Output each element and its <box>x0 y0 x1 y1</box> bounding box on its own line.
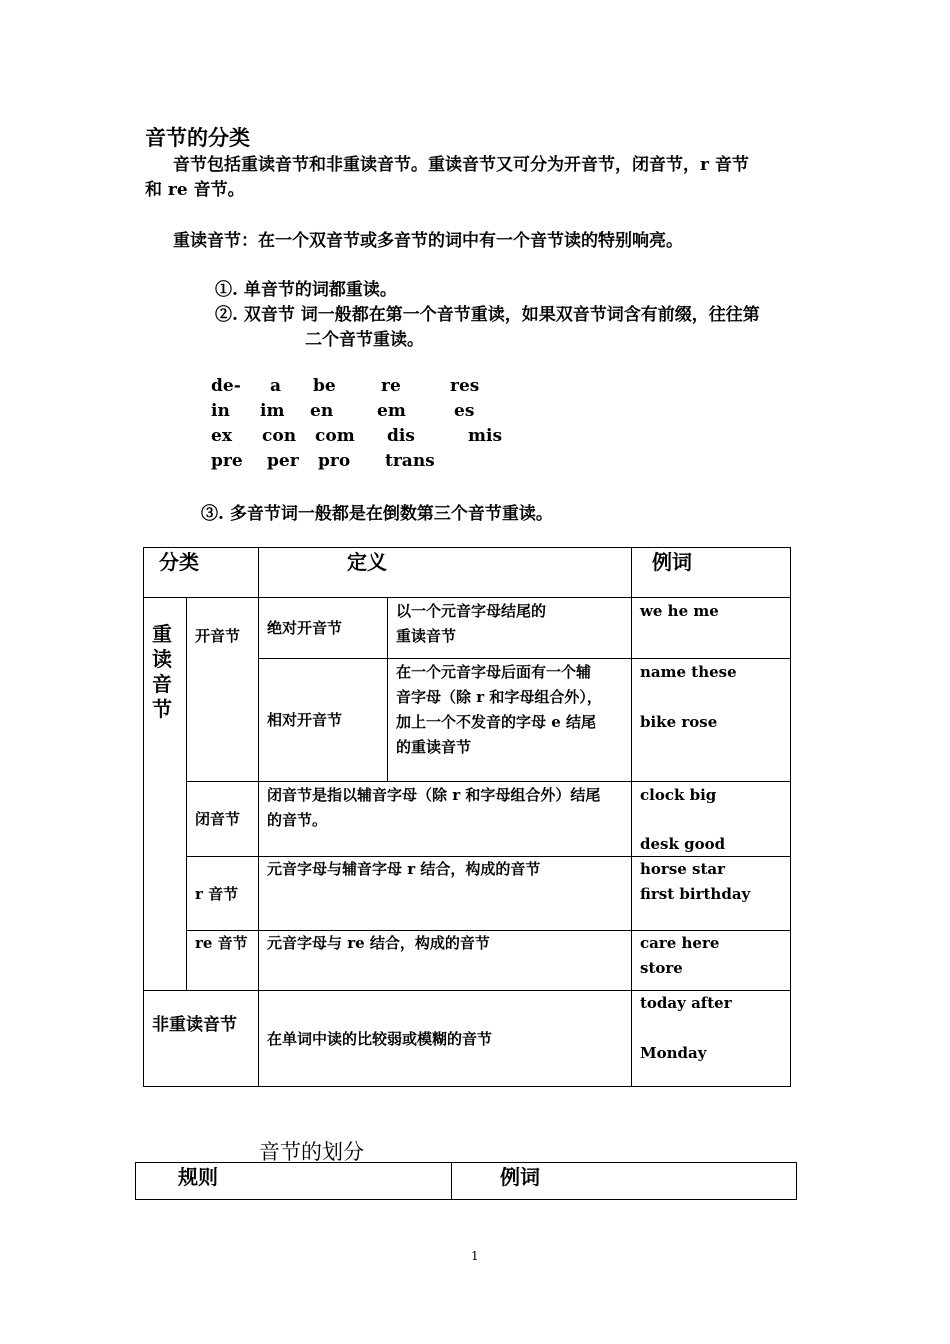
table-row <box>144 991 791 1087</box>
prefix: dis <box>387 426 415 446</box>
unstressed-examples-2: Monday <box>640 1044 707 1062</box>
header-category: 分类 <box>159 550 199 574</box>
r-syllable-label: r 音节 <box>195 884 239 903</box>
re-syllable-def: 元音字母与 re 结合，构成的音节 <box>267 934 490 952</box>
rule-3: ③. 多音节词一般都是在倒数第三个音节重读。 <box>201 504 553 524</box>
header-examples-2: 例词 <box>500 1165 540 1189</box>
unstressed-syllable-label: 非重读音节 <box>152 1015 237 1035</box>
re-syllable-examples-1: care here <box>640 934 720 952</box>
closed-examples-1: clock big <box>640 786 717 804</box>
closed-ex-cell <box>632 782 791 857</box>
absolute-open-examples: we he me <box>640 602 719 620</box>
unstressed-examples-1: today after <box>640 994 732 1012</box>
table-row <box>144 598 791 659</box>
prefix: es <box>454 401 475 421</box>
r-syllable-def-cell <box>259 857 632 931</box>
re-syllable-examples-2: store <box>640 959 683 977</box>
relative-open-ex-cell <box>632 659 791 782</box>
header-definition-cell <box>259 548 632 598</box>
prefix: ex <box>211 426 232 446</box>
r-syllable-label-cell <box>187 857 259 931</box>
prefix: per <box>267 451 299 471</box>
prefix: re <box>381 376 401 396</box>
closed-def-line2: 的音节。 <box>267 811 328 829</box>
prefix: de- <box>211 376 241 396</box>
relative-open-def-line4: 的重读音节 <box>396 738 472 756</box>
stressed-label-cell <box>144 598 187 991</box>
unstressed-def-cell <box>259 991 632 1087</box>
absolute-open-def-line1: 以一个元音字母结尾的 <box>396 602 547 620</box>
re-syllable-label: re 音节 <box>195 934 248 952</box>
prefix: trans <box>385 451 435 471</box>
unstressed-def: 在单词中读的比较弱或模糊的音节 <box>267 1029 493 1048</box>
absolute-open-def-line2: 重读音节 <box>396 627 457 645</box>
rule-2-line-2: 二个音节重读。 <box>305 330 424 350</box>
syllable-classification-table <box>143 547 791 1087</box>
absolute-open-name-cell <box>259 598 388 659</box>
relative-open-def-line3: 加上一个不发音的字母 e 结尾 <box>396 713 596 731</box>
prefix: im <box>260 401 285 421</box>
relative-open-name: 相对开音节 <box>267 711 343 729</box>
header-category-cell <box>144 548 259 598</box>
intro-line-1: 音节包括重读音节和非重读音节。重读音节又可分为开音节，闭音节，r 音节 <box>173 155 749 175</box>
prefix: res <box>450 376 480 396</box>
header-examples-cell <box>632 548 791 598</box>
unstressed-ex-cell <box>632 991 791 1087</box>
section-title-division: 音节的划分 <box>259 1140 364 1164</box>
absolute-open-ex-cell <box>632 598 791 659</box>
relative-open-name-cell <box>259 659 388 782</box>
prefix: mis <box>468 426 503 446</box>
re-syllable-ex-cell <box>632 931 791 991</box>
table-row <box>144 782 791 857</box>
table-row <box>144 931 791 991</box>
header-rule: 规则 <box>178 1165 218 1189</box>
header-examples: 例词 <box>652 550 692 574</box>
closed-label-cell <box>187 782 259 857</box>
prefix: com <box>315 426 355 446</box>
open-syllable-label: 开音节 <box>195 627 241 645</box>
r-syllable-def: 元音字母与辅音字母 r 结合，构成的音节 <box>267 860 541 878</box>
relative-open-def-line1: 在一个元音字母后面有一个辅 <box>396 663 592 681</box>
intro-line-2: 和 re 音节。 <box>145 180 245 200</box>
relative-open-examples-1: name these <box>640 663 737 681</box>
header-definition: 定义 <box>347 550 387 574</box>
relative-open-def-line2: 音字母（除 r 和字母组合外）， <box>396 688 602 706</box>
closed-examples-2: desk good <box>640 835 726 853</box>
stressed-definition: 重读音节：在一个双音节或多音节的词中有一个音节读的特别响亮。 <box>173 231 683 251</box>
prefix: con <box>262 426 297 446</box>
relative-open-def-cell <box>388 659 632 782</box>
stressed-syllable-label: 重读音节 <box>152 622 172 721</box>
header-rule-cell <box>136 1163 452 1200</box>
page-number: 1 <box>471 1249 479 1263</box>
prefix: a <box>270 376 282 396</box>
prefix: en <box>310 401 334 421</box>
r-syllable-examples-2: first birthday <box>640 885 751 903</box>
unstressed-label-cell <box>144 991 259 1087</box>
r-syllable-ex-cell <box>632 857 791 931</box>
open-label-cell <box>187 598 259 782</box>
closed-syllable-label: 闭音节 <box>195 810 241 828</box>
table-row <box>144 857 791 931</box>
relative-open-examples-2: bike rose <box>640 713 718 731</box>
re-syllable-def-cell <box>259 931 632 991</box>
prefix: pre <box>211 451 243 471</box>
page-title: 音节的分类 <box>145 125 250 150</box>
absolute-open-def-cell <box>388 598 632 659</box>
prefix: be <box>313 376 336 396</box>
table-header-row <box>144 548 791 598</box>
header-examples-cell <box>452 1163 797 1200</box>
rule-1: ①. 单音节的词都重读。 <box>215 280 397 300</box>
syllable-division-table <box>135 1162 797 1200</box>
closed-def-line1: 闭音节是指以辅音字母（除 r 和字母组合外）结尾 <box>267 786 601 804</box>
prefix: in <box>211 401 230 421</box>
absolute-open-name: 绝对开音节 <box>267 619 343 637</box>
closed-def-cell <box>259 782 632 857</box>
r-syllable-examples-1: horse star <box>640 860 726 878</box>
re-syllable-label-cell <box>187 931 259 991</box>
prefix: em <box>377 401 406 421</box>
rule-2-line-1: ②. 双音节 词一般都在第一个音节重读，如果双音节词含有前缀，往往第 <box>215 305 760 325</box>
prefix: pro <box>318 451 351 471</box>
table-header-row <box>136 1163 797 1200</box>
